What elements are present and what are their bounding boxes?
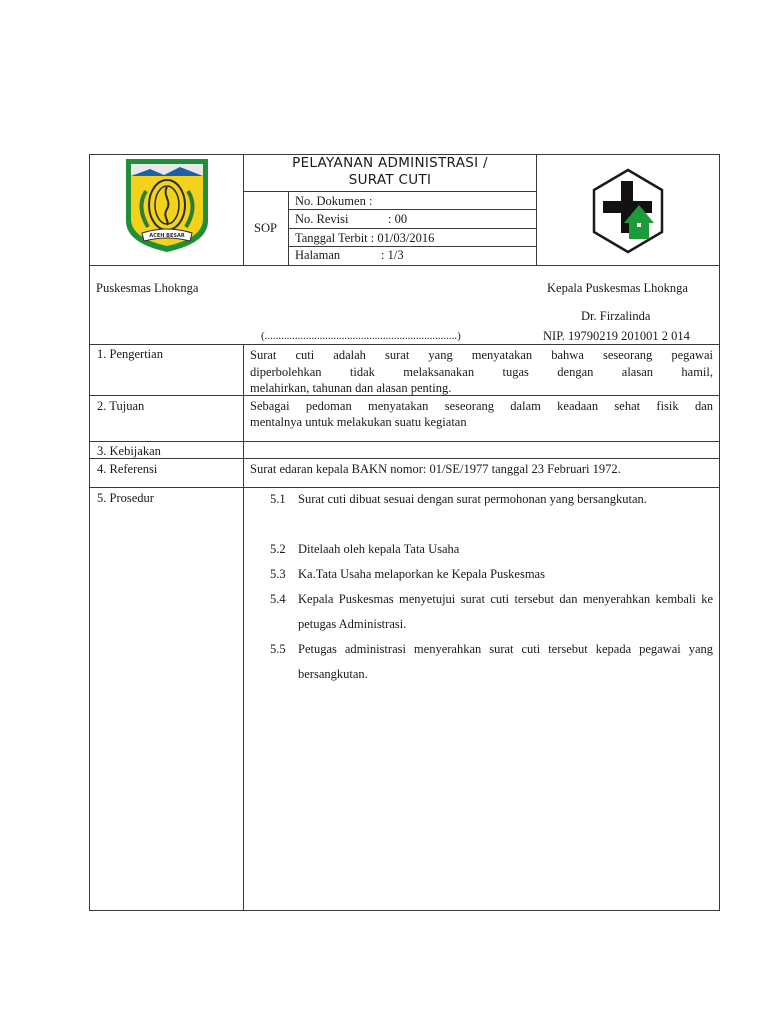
step-text: Surat cuti dibuat sesuai dengan surat permohonan yang bersangkutan. [298,492,647,506]
step-number: 5.2 [270,542,286,556]
head-title: Kepala Puskesmas Lhoknga [547,281,688,295]
tujuan-line2: mentalnya untuk melakukan suatu kegiatan [250,415,467,429]
pengertian-line3: melahirkan, tahunan dan alasan penting. [250,381,452,395]
sop-label: SOP [254,221,277,235]
pengertian-line1: Surat cuti adalah surat yang menyatakan bahwa seseorang pegawai [250,348,713,362]
step-text: Kepala Puskesmas menyetujui surat cuti tersebut dan menyerahkan kembali ke petugas Administrasi. [298,592,713,631]
issue-date-label: Tanggal Terbit : 01/03/2016 [295,231,435,245]
step-number: 5.4 [270,592,286,606]
head-name: Dr. Firzalinda [581,309,651,323]
puskesmas-name: Puskesmas Lhoknga [96,281,199,295]
regency-emblem-icon [122,155,212,255]
step-text: Ka.Tata Usaha melaporkan ke Kepala Puskesmas [298,567,545,581]
signature-placeholder: (......................................................................) [261,330,461,342]
document-title [244,155,536,189]
step-text: Petugas administrasi menyerahkan surat cuti tersebut kepada pegawai yang bersangkutan. [298,642,713,681]
procedure-step [270,562,713,587]
tujuan-line1: Sebagai pedoman menyatakan seseorang dalam keadaan sehat fisik dan [250,399,713,413]
referensi-text: Surat edaran kepala BAKN nomor: 01/SE/1977 tanggal 23 Februari 1972. [250,462,621,476]
document-title-line2: SURAT CUTI [348,172,432,188]
procedure-step [270,537,713,562]
prosedur-label: 5. Prosedur [97,491,154,505]
procedure-step [270,587,713,637]
step-number: 5.1 [270,492,286,506]
procedure-step [270,487,713,512]
pengertian-line2: diperbolehkan tidak melaksanakan tugas dengan alasan hamil, [250,365,713,379]
pengertian-label: 1. Pengertian [97,347,163,361]
doc-number-label: No. Dokumen : [295,194,373,208]
step-number: 5.5 [270,642,286,656]
referensi-label: 4. Referensi [97,462,158,476]
emblem-banner-text: ACEH BESAR [149,233,185,239]
document-title-line1: PELAYANAN ADMINISTRASI / [292,155,488,171]
puskesmas-logo-icon [592,168,664,254]
revision-label: No. Revisi [295,212,349,226]
kebijakan-label: 3. Kebijakan [97,444,161,458]
page-label: Halaman [295,248,341,262]
procedure-step [270,637,713,687]
revision-value: : 00 [388,212,408,226]
step-text: Ditelaah oleh kepala Tata Usaha [298,542,460,556]
step-number: 5.3 [270,567,286,581]
head-nip: NIP. 19790219 201001 2 014 [543,329,690,343]
page-value: : 1/3 [381,248,404,262]
tujuan-label: 2. Tujuan [97,399,145,413]
